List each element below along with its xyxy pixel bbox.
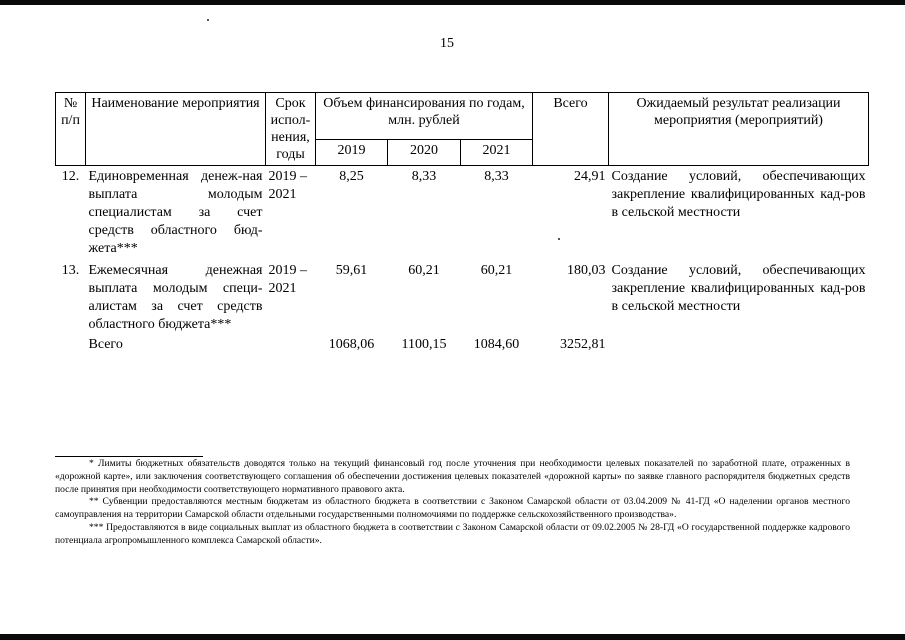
scan-bottom-border <box>0 634 905 640</box>
scan-speck <box>207 19 209 21</box>
header-year-2021: 2021 <box>461 139 533 165</box>
header-result: Ожидаемый результат реализации мероприятия (мероприятий) <box>609 93 869 166</box>
header-name: Наименование мероприятия <box>86 93 266 166</box>
table-row <box>56 260 869 336</box>
footnote-rule <box>55 456 203 457</box>
row-value-2019: 8,25 <box>339 169 364 184</box>
total-label: Всего <box>88 337 123 352</box>
footnotes <box>55 458 850 548</box>
header-period: Срок испол-нения, годы <box>266 93 316 166</box>
row-value-2021: 60,21 <box>480 263 513 278</box>
page-number: 15 <box>440 36 454 51</box>
row-period: 2019 – 2021 <box>268 263 307 296</box>
total-value-all: 3252,81 <box>560 337 606 352</box>
row-name: Единовременная денеж-ная выплата молодым специалистам за счет средств областного бюд-жета*** <box>88 169 263 256</box>
row-value-2020: 8,33 <box>411 169 437 184</box>
footnote-2: ** Субвенции предоставляются местным бюджетам из областного бюджета в соответствии с Законом Самарской области от 03.04.2009 № 41-ГД «О наделении органов местного самоуправления на территории Самарской области отдельными государственными полномочиями по поддержке сельскохозяйственного производства». <box>55 496 850 521</box>
row-value-2021: 8,33 <box>484 169 509 184</box>
row-total: 180,03 <box>567 263 606 278</box>
row-value-2019: 59,61 <box>335 263 368 278</box>
header-year-2019: 2019 <box>316 139 388 165</box>
funding-table <box>55 92 869 356</box>
header-total: Всего <box>533 93 609 166</box>
footnote-3: *** Предоставляются в виде социальных выплат из областного бюджета в соответствии с Законом Самарской области от 09.02.2005 № 28-ГД «О государственной поддержке кадрового потенциала агропромышленного комплекса Самарской области». <box>55 521 850 546</box>
header-num: № п/п <box>56 93 86 166</box>
row-result: Создание условий, обеспечивающих закрепление квалифицированных кад-ров в сельской местности <box>611 263 866 314</box>
footnote-1: * Лимиты бюджетных обязательств доводятся только на текущий финансовый год после уточнения при необходимости целевых показателей по заработной плате, отраженных в «дорожной карте», или заключения соответствующего соглашения об обеспечении достижения целевых показателей «дорожной карты» по заявке главного распорядителя бюджетных средств после принятия при необходимости соответствующего нормативного правового акта. <box>55 458 850 495</box>
row-num: 12. <box>61 169 80 184</box>
total-value-2019: 1068,06 <box>328 337 375 352</box>
row-value-2020: 60,21 <box>408 263 440 278</box>
total-value-2020: 1100,15 <box>401 337 447 352</box>
scan-top-border <box>0 0 905 5</box>
row-num: 13. <box>61 263 80 278</box>
total-value-2021: 1084,60 <box>473 337 520 352</box>
table-total-row <box>56 336 869 356</box>
table-row <box>56 166 869 261</box>
header-funding: Объем финансирования по годам, млн. рублей <box>316 93 533 140</box>
row-period: 2019 – 2021 <box>268 169 307 202</box>
row-result: Создание условий, обеспечивающих закрепление квалифицированных кад-ров в сельской местности <box>611 169 866 220</box>
row-name: Ежемесячная денежная выплата молодым специ-алистам за счет средств областного бюджета*** <box>88 263 263 332</box>
header-year-2020: 2020 <box>388 139 461 165</box>
row-total: 24,91 <box>574 169 606 184</box>
